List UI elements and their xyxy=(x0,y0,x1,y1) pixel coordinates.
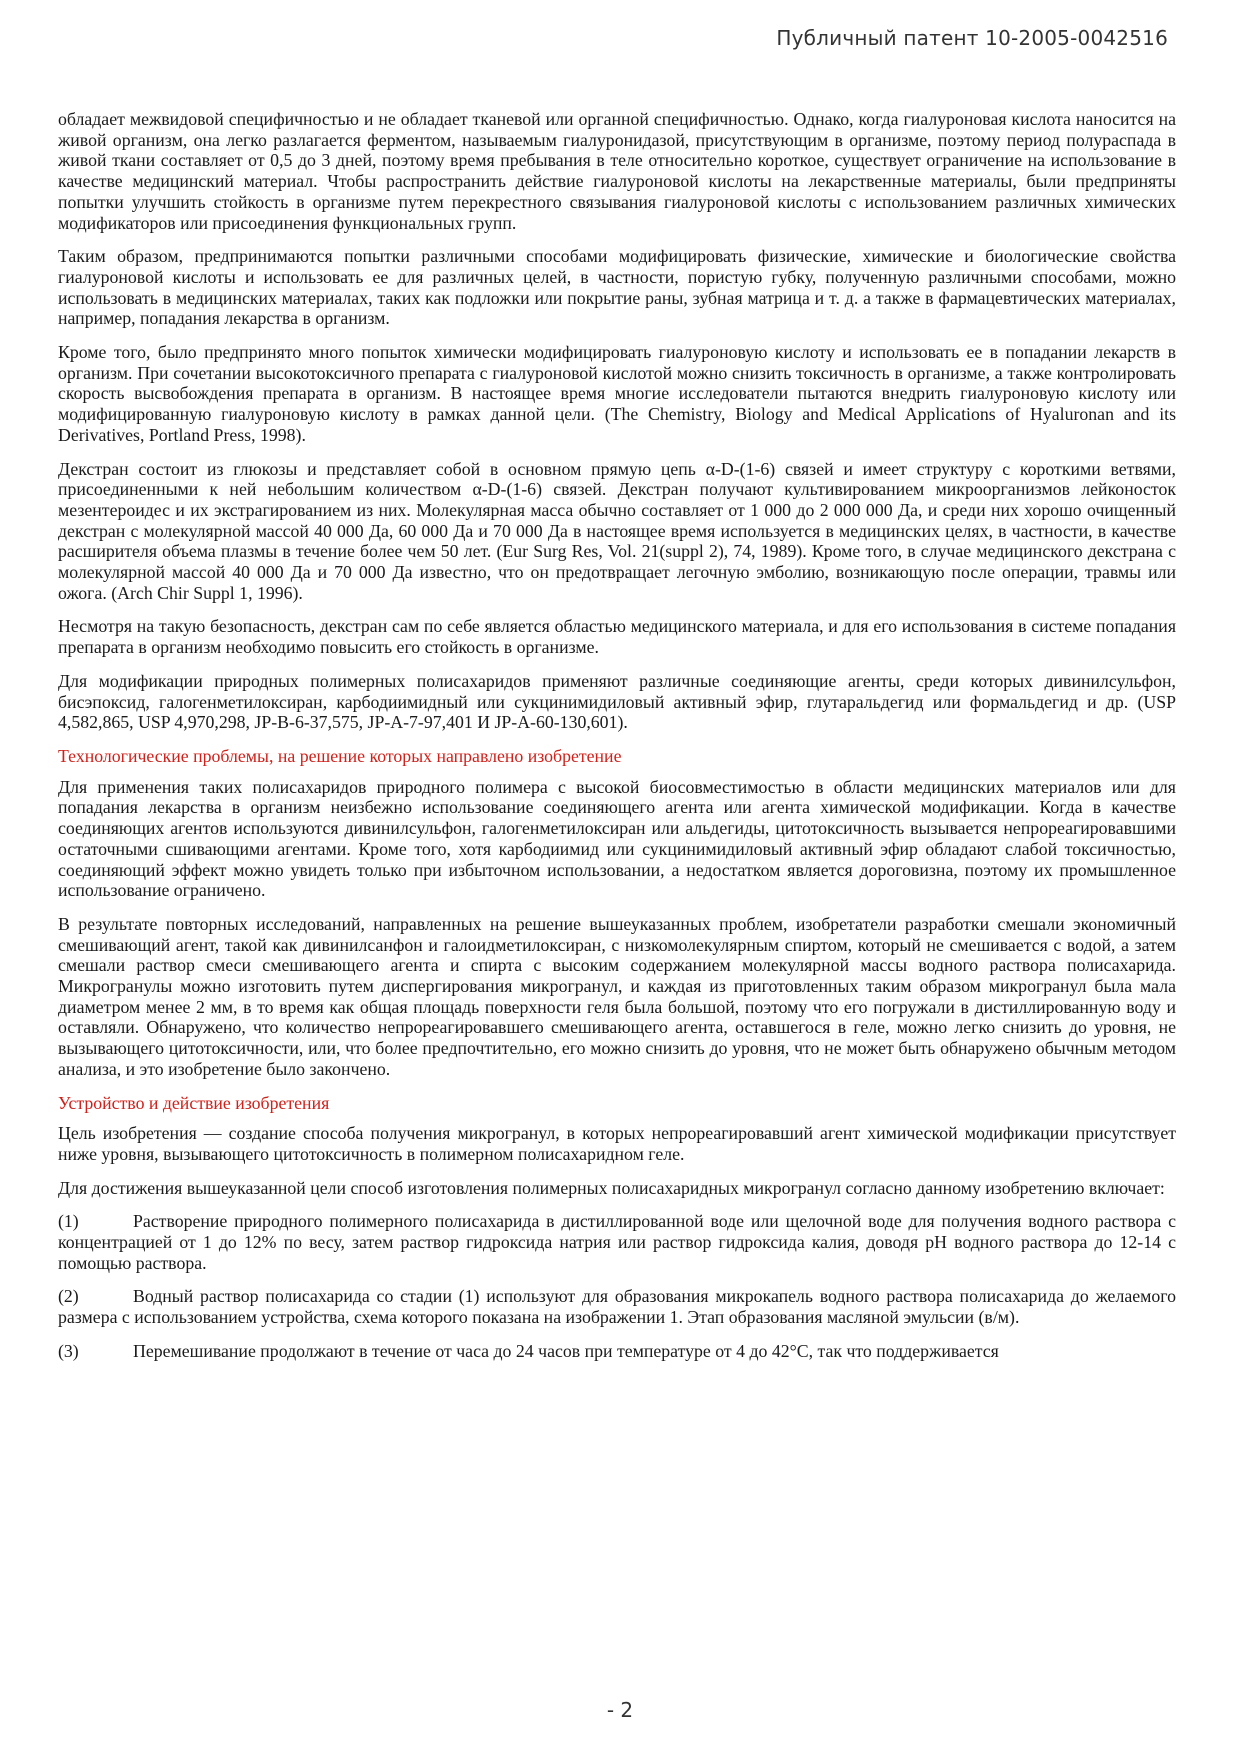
paragraph: Цель изобретения — создание способа получения микрогранул, в которых непрореагировавший агент химической модификации присутствует ниже уровня, вызывающего цитотоксичность в полимерном полисахаридном геле. xyxy=(58,1123,1176,1164)
paragraph: Для модификации природных полимерных полисахаридов применяют различные соединяющие агенты, среди которых дивинилсульфон, бисэпоксид, галогенметилоксиран, карбодиимидный или сукцинимидиловый активный эфир, глутаральдегид или формальдегид и др. (USP 4,582,865, USP 4,970,298, JP-B-6-37,575, JP-A-7-97,401 И JP-A-60-130,601). xyxy=(58,670,1176,733)
numbered-step xyxy=(58,1286,1176,1327)
paragraph: Кроме того, было предпринято много попыток химически модифицировать гиалуроновую кислоту и использовать ее в попадании лекарств в организм. При сочетании высокотоксичного препарата с гиалуроновой кислотой можно снизить токсичность в организме, а также контролировать скорость высвобождения препарата в организм. В настоящее время многие исследователи пытаются внедрить гиалуроновую кислоту или модифицированную гиалуроновую кислоту в рамках данной цели. (The Chemistry, Biology and Medical Applications of Hyaluronan and its Derivatives, Portland Press, 1998). xyxy=(58,342,1176,445)
document-body xyxy=(58,109,1176,1375)
paragraph: Для достижения вышеуказанной цели способ изготовления полимерных полисахаридных микрогранул согласно данному изобретению включает: xyxy=(58,1177,1165,1198)
step-number: (3) xyxy=(58,1340,79,1361)
numbered-step xyxy=(58,1211,1176,1273)
paragraph: Декстран состоит из глюкозы и представляет собой в основном прямую цепь α-D-(1-6) связей и имеет структуру с короткими ветвями, присоединенными к ней небольшим количеством α-D-(1-6) связей. Декстран получают культивированием микроорганизмов лейконосток мезентероидес и их экстрагированием из них. Молекулярная масса обычно составляет от 1 000 до 2 000 000 Да, и среди них хорошо очищенный декстран с молекулярной массой 40 000 Да, 60 000 Да и 70 000 Да в настоящее время используется в медицинских целях, в частности, в качестве расширителя объема плазмы в течение более чем 50 лет. (Eur Surg Res, Vol. 21(suppl 2), 74, 1989). Кроме того, в случае медицинского декстрана с молекулярной массой 40 000 Да и 70 000 Да известно, что он предотвращает легочную эмболию, возникающую после операции, травмы или ожога. (Arch Chir Suppl 1, 1996). xyxy=(58,458,1176,603)
paragraph: В результате повторных исследований, направленных на решение вышеуказанных проблем, изобретатели разработки смешали экономичный смешивающий агент, такой как дивинилсанфон и галоидметилоксиран, с низкомолекулярным спиртом, который не смешивается с водой, а затем смешали раствор смеси смешивающего агента и спирта с высоким содержанием молекулярной массы водного раствора полисахарида. Микрогранулы можно изготовить путем диспергирования микрогранул, и каждая из приготовленных таким образом микрогранул была мала диаметром менее 2 мм, в то время как общая площадь поверхности геля была большой, поэтому что его погружали в дистиллированную воду и оставляли. Обнаружено, что количество непрореагировавшего смешивающего агента, оставшегося в геле, можно легко снизить до уровня, не вызывающего цитотоксичности, или, что более предпочтительно, его можно снизить до уровня, что не может быть обнаружено обычным методом анализа, и это изобретение было закончено. xyxy=(58,913,1176,1079)
step-text: Водный раствор полисахарида со стадии (1) используют для образования микрокапель водного раствора полисахарида до желаемого размера с использованием устройства, схема которого показана на изображении 1. Этап образования масляной эмульсии (в/м). xyxy=(58,1286,1176,1328)
section-heading: Технологические проблемы, на решение которых направлено изобретение xyxy=(58,745,622,766)
step-number: (1) xyxy=(58,1211,79,1232)
paragraph: Таким образом, предпринимаются попытки различными способами модифицировать физические, химические и биологические свойства гиалуроновой кислоты и использовать ее для различных целей, в частности, пористую губку, полученную различными способами, можно использовать в медицинских материалах, таких как подложки или покрытие раны, зубная матрица и т. д. а также в фармацевтических материалах, например, попадания лекарства в организм. xyxy=(58,246,1176,329)
numbered-step xyxy=(58,1341,1176,1362)
paragraph: Несмотря на такую безопасность, декстран сам по себе является областью медицинского материала, и для его использования в системе попадания препарата в организм необходимо повысить его стойкость в организме. xyxy=(58,616,1176,658)
page-number: - 2 xyxy=(606,1698,634,1722)
paragraph: Для применения таких полисахаридов природного полимера с высокой биосовместимостью в области медицинских материалов или для попадания лекарства в организм неизбежно использование соединяющего агента или агента химической модификации. Когда в качестве соединяющих агентов используются дивинилсульфон, галогенметилоксиран или альдегиды, цитотоксичность вызывается непрореагировавшими остаточными сшивающими агентами. Кроме того, хотя карбодиимид или сукцинимидиловый активный эфир обладают слабой токсичностью, соединяющий эффект можно увидеть только при избыточном использовании, а недостатком является дороговизна, поэтому их промышленное использование ограничено. xyxy=(58,776,1176,901)
step-number: (2) xyxy=(58,1286,79,1307)
patent-header: Публичный патент 10-2005-0042516 xyxy=(776,26,1168,50)
paragraph: обладает межвидовой специфичностью и не обладает тканевой или органной специфичностью. Однако, когда гиалуроновая кислота наносится на живой организм, она легко разлагается ферментом, называемым гиалуронидазой, присутствующим в организме, поэтому период полураспада в живой ткани составляет от 0,5 до 3 дней, поэтому время пребывания в теле относительно короткое, существует ограничение на использование в качестве медицинский материал. Чтобы распространить действие гиалуроновой кислоты на лекарственные материалы, были предприняты попытки улучшить стойкость в организме путем перекрестного связывания гиалуроновой кислоты с использованием различных химических модификаторов или присоединения функциональных групп. xyxy=(58,109,1176,233)
section-heading: Устройство и действие изобретения xyxy=(58,1092,330,1113)
step-text: Перемешивание продолжают в течение от часа до 24 часов при температуре от 4 до 42°C, так что поддерживается xyxy=(133,1340,999,1361)
step-text: Растворение природного полимерного полисахарида в дистиллированной воде или щелочной воде для получения водного раствора с концентрацией от 1 до 12% по весу, затем раствор гидроксида натрия или раствор гидроксида калия, доводя pH водного раствора до 12-14 с помощью раствора. xyxy=(58,1211,1176,1273)
